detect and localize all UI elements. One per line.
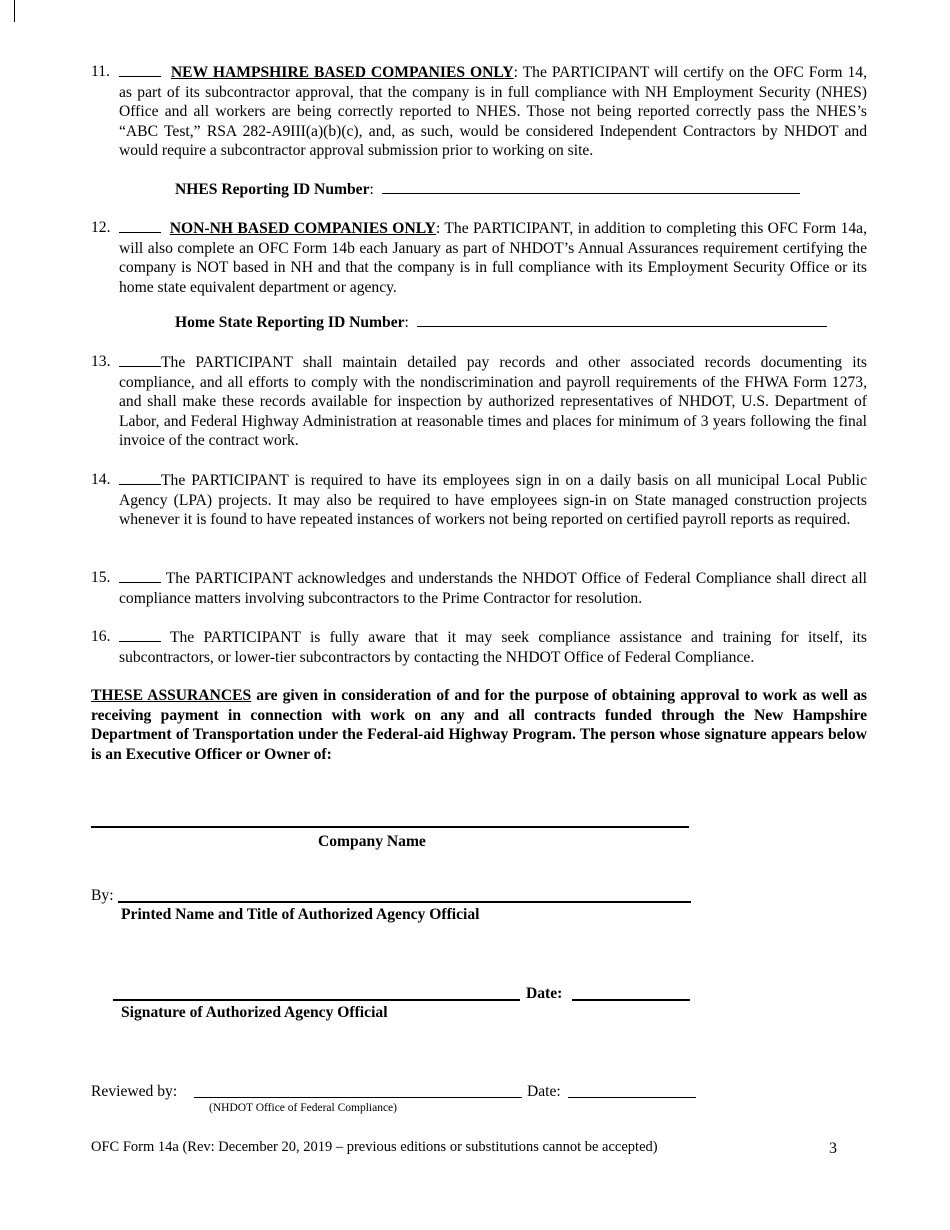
item-number: 11. (91, 63, 110, 80)
item-14 (91, 470, 867, 530)
item-heading: NEW HAMPSHIRE BASED COMPANIES ONLY (170, 64, 514, 81)
signature-label: Signature of Authorized Agency Official (121, 1004, 388, 1021)
signature-field[interactable] (113, 999, 520, 1001)
signature-date-label: Date: (526, 985, 563, 1002)
printed-name-label: Printed Name and Title of Authorized Agency Official (121, 906, 480, 923)
text-cursor (14, 0, 15, 22)
nhes-id-label: NHES Reporting ID Number (175, 181, 370, 198)
item-text: The PARTICIPANT is required to have its employees sign in on a daily basis on all municipal Local Public Agency (LPA) projects. It may also be required to have employees sign-in on State managed construction projects whenever it is found to have repeated instances of workers not being reported on certified payroll reports as required. (119, 472, 867, 528)
initial-blank[interactable] (119, 470, 161, 485)
by-label: By: (91, 887, 114, 904)
item-number: 14. (91, 471, 111, 488)
item-13 (91, 352, 867, 451)
company-name-field[interactable] (91, 826, 689, 828)
company-name-label: Company Name (318, 833, 426, 850)
review-date-label: Date: (527, 1083, 561, 1100)
reviewed-by-field[interactable] (194, 1097, 522, 1098)
signature-date-field[interactable] (572, 999, 690, 1001)
nhes-id-field[interactable] (382, 179, 800, 194)
item-text: The PARTICIPANT shall maintain detailed pay records and other associated records documenting its compliance, and all efforts to comply with the nondiscrimination and payroll requirements of the FHWA Form 1273, and shall make these records available for inspection by authorized representatives of NHDOT, U.S. Department of Labor, and Federal Highway Administration at reasonable times and places for minimum of 3 years following the final invoice of the contract work. (119, 354, 867, 449)
item-text: : The PARTICIPANT will certify on the OFC Form 14, as part of its subcontractor approval, that the company is in full compliance with NH Employment Security (NHES) Office and all workers are being correctly reported to NHES. Those not being reported correctly pass the NHES’s “ABC Test,” RSA 282-A9III(a)(b)(c), and, as such, would be considered Independent Contractors by NHDOT and would require a subcontractor approval submission prior to working on site. (119, 64, 867, 159)
printed-name-field[interactable] (118, 901, 691, 903)
item-number: 15. (91, 569, 111, 586)
form-footer: OFC Form 14a (Rev: December 20, 2019 – previous editions or substitutions cannot be accepted) (91, 1139, 658, 1155)
item-number: 13. (91, 353, 111, 370)
review-date-field[interactable] (568, 1097, 696, 1098)
item-15 (91, 568, 867, 608)
item-number: 12. (91, 219, 111, 236)
assurances-statement (91, 686, 867, 764)
home-state-id-line: Home State Reporting ID Number: (175, 312, 827, 333)
initial-blank[interactable] (119, 218, 161, 233)
item-16 (91, 627, 867, 667)
initial-blank[interactable] (119, 62, 161, 77)
initial-blank[interactable] (119, 568, 161, 583)
item-number: 16. (91, 628, 111, 645)
initial-blank[interactable] (119, 352, 161, 367)
item-11 (91, 62, 867, 161)
item-text: The PARTICIPANT is fully aware that it may seek compliance assistance and training for itself, its subcontractors, or lower-tier subcontractors by contacting the NHDOT Office of Federal Compliance. (119, 629, 867, 666)
item-12 (91, 218, 867, 297)
item-heading: NON-NH BASED COMPANIES ONLY (169, 220, 436, 237)
assurances-text: are given in consideration of and for the purpose of obtaining approval to work as well as receiving payment in connection with work on any and all contracts funded through the New Hampshire Department of Transportation under the Federal-aid Highway Program. The person whose signature appears below is an Executive Officer or Owner of: (91, 687, 867, 763)
reviewer-office-note: (NHDOT Office of Federal Compliance) (209, 1102, 397, 1114)
item-text: The PARTICIPANT acknowledges and understands the NHDOT Office of Federal Compliance shall direct all compliance matters involving subcontractors to the Prime Contractor for resolution. (119, 570, 867, 607)
page-number: 3 (829, 1140, 837, 1157)
nhes-id-line: NHES Reporting ID Number: (175, 179, 800, 200)
item-text: : The PARTICIPANT, in addition to completing this OFC Form 14a, will also complete an OFC Form 14b each January as part of NHDOT’s Annual Assurances requirement certifying the company is NOT based in NH and that the company is in full compliance with its Employment Security Office or its home state equivalent department or agency. (119, 220, 867, 296)
home-state-id-field[interactable] (417, 312, 827, 327)
assurances-lead: THESE ASSURANCES (91, 687, 252, 704)
home-state-id-label: Home State Reporting ID Number (175, 314, 405, 331)
reviewed-by-label: Reviewed by: (91, 1083, 178, 1100)
initial-blank[interactable] (119, 627, 161, 642)
